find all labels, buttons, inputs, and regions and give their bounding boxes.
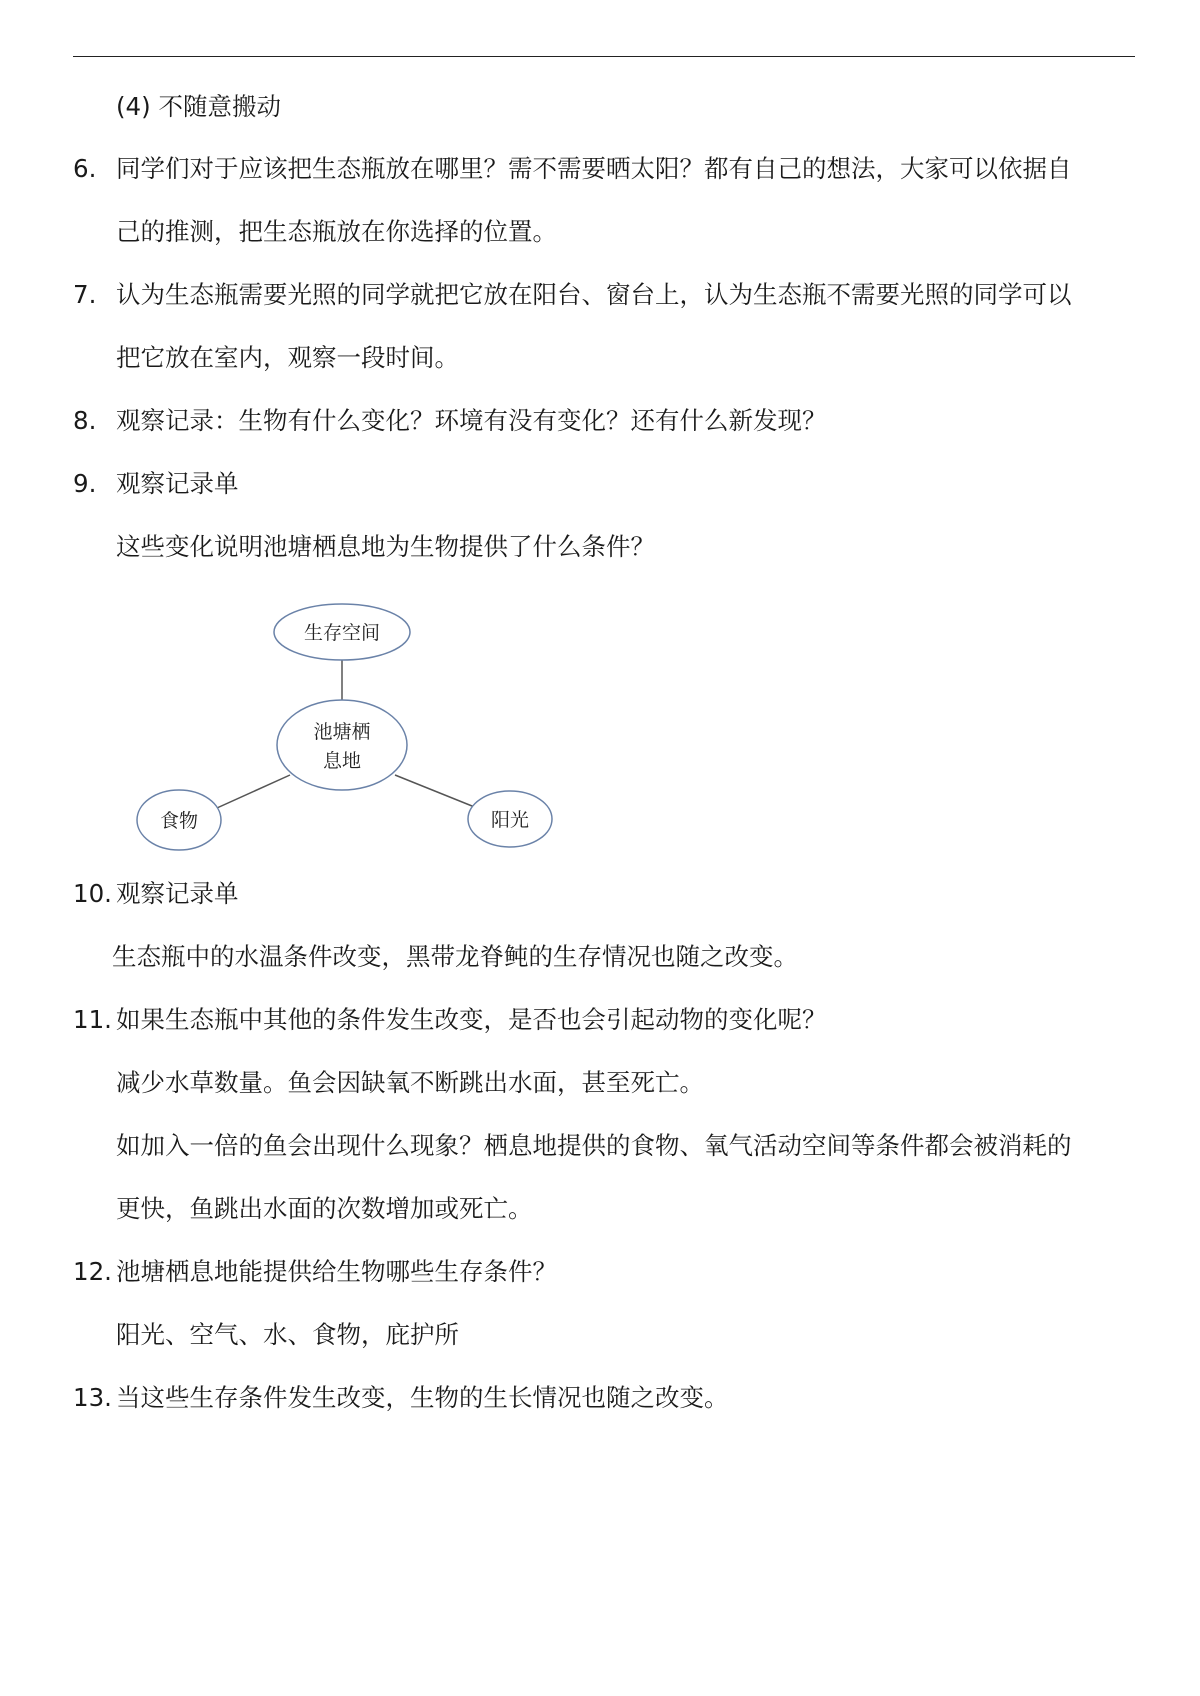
- item-number-6: 6.: [73, 154, 97, 183]
- item-number-7: 7.: [73, 280, 97, 309]
- habitat-diagram: [125, 595, 565, 860]
- node-top-label: 生存空间: [303, 622, 381, 644]
- item-6-line-2: 己的推测，把生态瓶放在你选择的位置。: [116, 217, 557, 246]
- item-7-line-1: 认为生态瓶需要光照的同学就把它放在阳台、窗台上，认为生态瓶不需要光照的同学可以: [116, 280, 1072, 309]
- item-6-line-1: 同学们对于应该把生态瓶放在哪里？需不需要晒太阳？都有自己的想法，大家可以依据自: [116, 154, 1072, 183]
- node-right-label: 阳光: [490, 809, 530, 831]
- item-12-line-1: 池塘栖息地能提供给生物哪些生存条件？: [116, 1257, 557, 1286]
- item-12-line-2: 阳光、空气、水、食物，庇护所: [116, 1320, 459, 1349]
- item-13-line-1: 当这些生存条件发生改变，生物的生长情况也随之改变。: [116, 1383, 729, 1412]
- item-10-line-1: 观察记录单: [116, 879, 239, 908]
- item-number-10: 10.: [73, 879, 112, 908]
- header-rule: [73, 56, 1135, 57]
- connector-right: [395, 775, 477, 808]
- item-11-line-3: 如加入一倍的鱼会出现什么现象？栖息地提供的食物、氧气活动空间等条件都会被消耗的: [116, 1131, 1072, 1160]
- item-11-line-2: 减少水草数量。鱼会因缺氧不断跳出水面，甚至死亡。: [116, 1068, 704, 1097]
- item-number-11: 11.: [73, 1005, 112, 1034]
- node-center-label-1: 池塘栖: [313, 721, 371, 743]
- node-left-label: 食物: [159, 810, 199, 832]
- node-center-ellipse: [277, 700, 407, 790]
- item-8-line-1: 观察记录：生物有什么变化？环境有没有变化？还有什么新发现？: [116, 406, 827, 435]
- item-number-9: 9.: [73, 469, 97, 498]
- item-9-line-1: 观察记录单: [116, 469, 239, 498]
- item-10-line-2: 生态瓶中的水温条件改变，黑带龙脊鲀的生存情况也随之改变。: [112, 942, 798, 971]
- item-7-line-2: 把它放在室内，观察一段时间。: [116, 343, 459, 372]
- item-11-line-4: 更快，鱼跳出水面的次数增加或死亡。: [116, 1194, 533, 1223]
- sub-item-4: (4) 不随意搬动: [116, 92, 281, 121]
- item-9-line-2: 这些变化说明池塘栖息地为生物提供了什么条件？: [116, 532, 655, 561]
- node-center-label-2: 息地: [322, 750, 362, 772]
- item-number-8: 8.: [73, 406, 97, 435]
- item-11-line-1: 如果生态瓶中其他的条件发生改变，是否也会引起动物的变化呢？: [116, 1005, 827, 1034]
- item-number-12: 12.: [73, 1257, 112, 1286]
- item-number-13: 13.: [73, 1383, 112, 1412]
